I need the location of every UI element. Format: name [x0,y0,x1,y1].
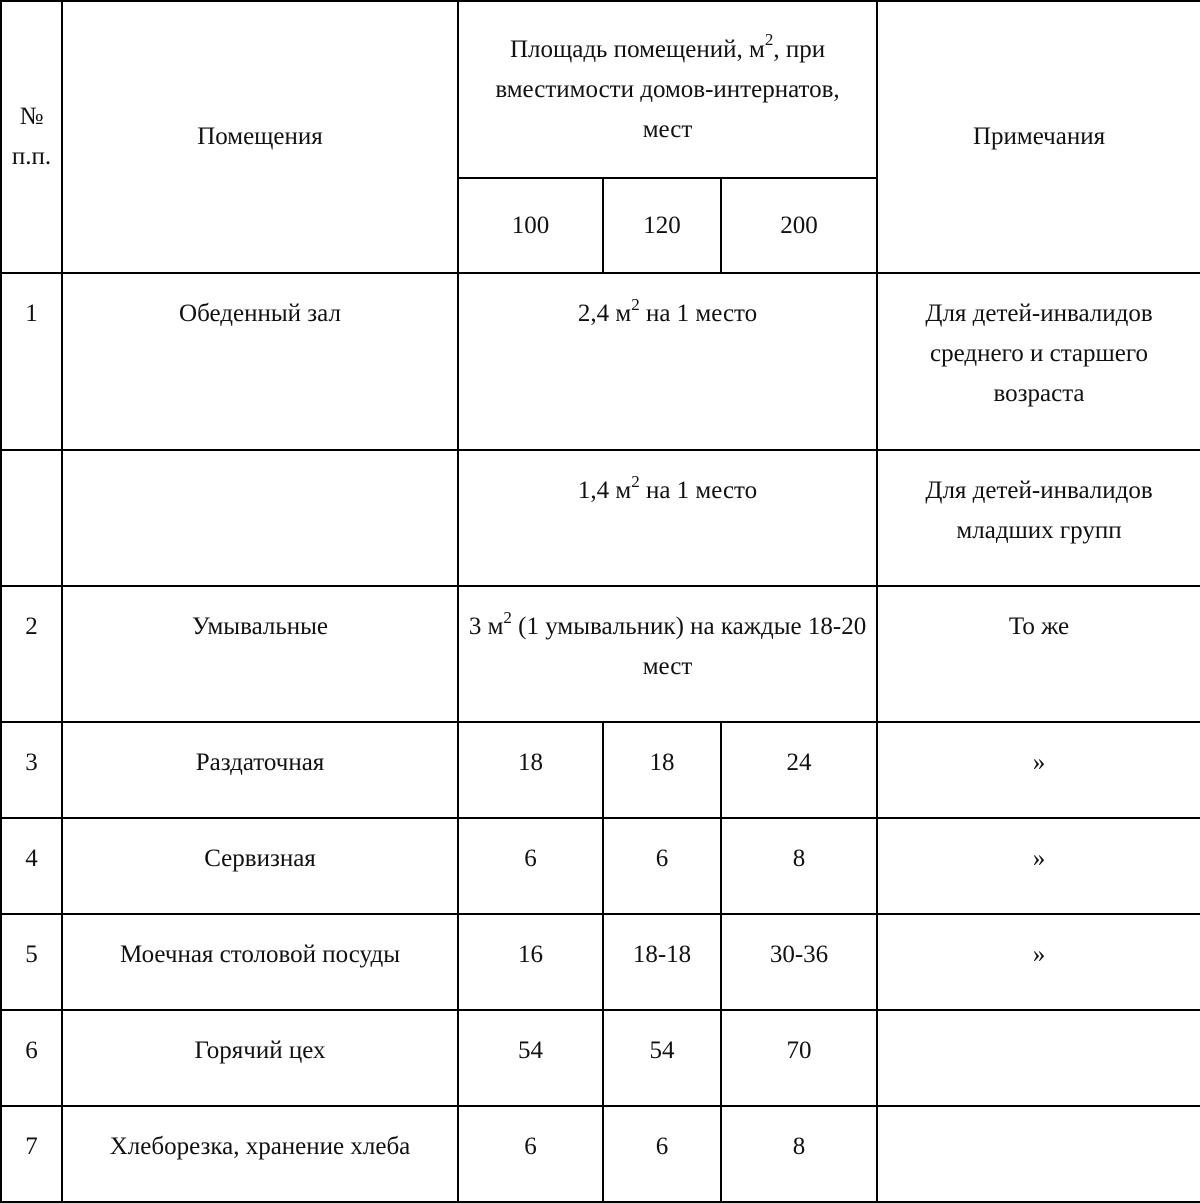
row-cap-100: 6 [458,1106,603,1202]
row-num: 1 [1,273,62,450]
row-merged-area: 2,4 $м^2$ на 1 место [458,273,877,450]
row-room: Хлеборезка, хранение хлеба [62,1106,458,1202]
row-cap-120: 6 [603,1106,721,1202]
table-row [1,914,1200,1010]
row-note: » [877,914,1200,1010]
header-rooms: Помещения [62,1,458,273]
header-cap-200: 200 [721,178,877,273]
row-cap-200: 8 [721,1106,877,1202]
row-cap-120: 6 [603,818,721,914]
row-merged-area: 3 $м^2$ (1 умывальник) на каждые 18-20 мест [458,586,877,722]
table-row [1,273,1200,450]
row-cap-100: 54 [458,1010,603,1106]
row-merged-area: 1,4 $м^2$ на 1 место [458,450,877,586]
row-room: Умывальные [62,586,458,722]
table-row [1,818,1200,914]
row-num: 5 [1,914,62,1010]
table-row [1,722,1200,818]
row-room: Раздаточная [62,722,458,818]
row-note: Для детей-инвалидов младших групп [877,450,1200,586]
row-note: » [877,818,1200,914]
row-cap-200: 30-36 [721,914,877,1010]
header-cap-120: 120 [603,178,721,273]
table-row [1,450,1200,586]
header-notes: Примечания [877,1,1200,273]
row-cap-200: 70 [721,1010,877,1106]
row-cap-120: 18-18 [603,914,721,1010]
row-room: Горячий цех [62,1010,458,1106]
row-cap-100: 16 [458,914,603,1010]
row-num: 6 [1,1010,62,1106]
header-num: № п.п. [1,1,62,273]
row-cap-200: 8 [721,818,877,914]
row-note: Для детей-инвалидов среднего и старшего возраста [877,273,1200,450]
row-note: То же [877,586,1200,722]
row-note [877,1106,1200,1202]
row-num: 3 [1,722,62,818]
row-num [1,450,62,586]
row-room: Сервизная [62,818,458,914]
table-row [1,1010,1200,1106]
row-room: Моечная столовой посуды [62,914,458,1010]
row-cap-100: 6 [458,818,603,914]
row-room [62,450,458,586]
header-cap-100: 100 [458,178,603,273]
row-num: 4 [1,818,62,914]
row-cap-120: 54 [603,1010,721,1106]
row-cap-200: 24 [721,722,877,818]
row-num: 7 [1,1106,62,1202]
row-cap-100: 18 [458,722,603,818]
table-row [1,586,1200,722]
row-cap-120: 18 [603,722,721,818]
row-num: 2 [1,586,62,722]
row-note: » [877,722,1200,818]
row-room: Обеденный зал [62,273,458,450]
header-area: Площадь помещений, $м^2$, при вместимости домов-интернатов, мест [458,1,877,178]
row-note [877,1010,1200,1106]
table-row [1,1106,1200,1202]
